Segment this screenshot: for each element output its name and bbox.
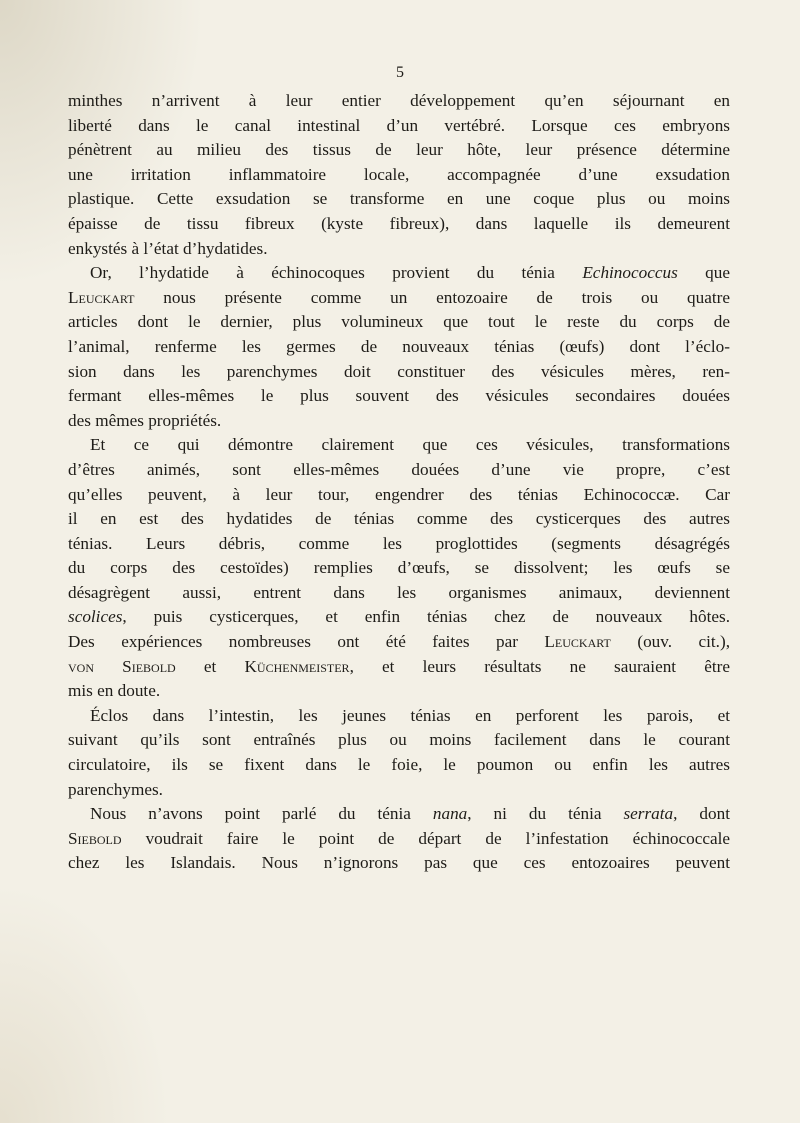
text-line: épaisse de tissu fibreux (kyste fibreux), dans laquelle ils demeurent bbox=[68, 213, 730, 233]
text-line: enkystés à l’état d’hydatides. bbox=[68, 238, 268, 258]
text-line: Leuckart nous présente comme un entozoaire de trois ou quatre bbox=[68, 287, 730, 307]
text-line: Et ce qui démontre clairement que ces vésicules, transformations bbox=[90, 435, 730, 455]
text-line: parenchymes. bbox=[68, 779, 163, 799]
text-line: chez les Islandais. Nous n’ignorons pas que ces entozoaires peuvent bbox=[68, 853, 730, 873]
text-line: ténias. Leurs débris, comme les proglottides (segments désagrégés bbox=[68, 533, 730, 553]
text-line: minthes n’arrivent à leur entier développement qu’en séjournant en bbox=[68, 91, 730, 110]
text-line: articles dont le dernier, plus volumineux que tout le reste du corps de bbox=[68, 312, 730, 332]
text-line: plastique. Cette exsudation se transforme en une coque plus ou moins bbox=[68, 189, 730, 209]
text-line: une irritation inflammatoire locale, accompagnée d’une exsudation bbox=[68, 164, 730, 184]
text-line: Siebold voudrait faire le point de départ de l’infestation échinococcale bbox=[68, 828, 730, 848]
text-line: sion dans les parenchymes doit constituer des vésicules mères, ren- bbox=[68, 361, 730, 381]
text-line: Or, l’hydatide à échinocoques provient du ténia Echinococcus que bbox=[90, 263, 730, 283]
page-number: 5 bbox=[396, 64, 404, 81]
text-line: des mêmes propriétés. bbox=[68, 410, 222, 430]
text-line: suivant qu’ils sont entraînés plus ou moins facilement dans le courant bbox=[68, 730, 730, 750]
text-line: fermant elles-mêmes le plus souvent des vésicules secondaires douées bbox=[68, 386, 730, 406]
text-line: pénètrent au milieu des tissus de leur hôte, leur présence détermine bbox=[68, 140, 730, 160]
text-line: mis en doute. bbox=[68, 681, 161, 701]
body-text bbox=[68, 89, 730, 876]
text-line: l’animal, renferme les germes de nouveaux ténias (œufs) dont l’éclo- bbox=[68, 336, 730, 356]
text-line: scolices, puis cysticerques, et enfin ténias chez de nouveaux hôtes. bbox=[68, 607, 730, 627]
text-line: circulatoire, ils se fixent dans le foie, le poumon ou enfin les autres bbox=[68, 755, 730, 775]
text-line: Des expériences nombreuses ont été faites par Leuckart (ouv. cit.), bbox=[68, 632, 731, 652]
text-line: du corps des cestoïdes) remplies d’œufs, se dissolvent; les œufs se bbox=[68, 558, 730, 578]
text-line: d’êtres animés, sont elles-mêmes douées d’une vie propre, c’est bbox=[68, 459, 730, 479]
text-line: von Siebold et Küchenmeister, et leurs résultats ne sauraient être bbox=[68, 656, 731, 676]
text-line: Éclos dans l’intestin, les jeunes ténias en perforent les parois, et bbox=[90, 705, 730, 725]
text-line: il en est des hydatides de ténias comme des cysticerques des autres bbox=[68, 509, 730, 529]
text-line: désagrègent aussi, entrent dans les organismes animaux, deviennent bbox=[68, 582, 730, 602]
text-line: liberté dans le canal intestinal d’un vertébré. Lorsque ces embryons bbox=[68, 115, 730, 135]
text-line: qu’elles peuvent, à leur tour, engendrer des ténias Echinococcæ. Car bbox=[68, 484, 730, 504]
text-line: Nous n’avons point parlé du ténia nana, ni du ténia serrata, dont bbox=[90, 804, 730, 824]
